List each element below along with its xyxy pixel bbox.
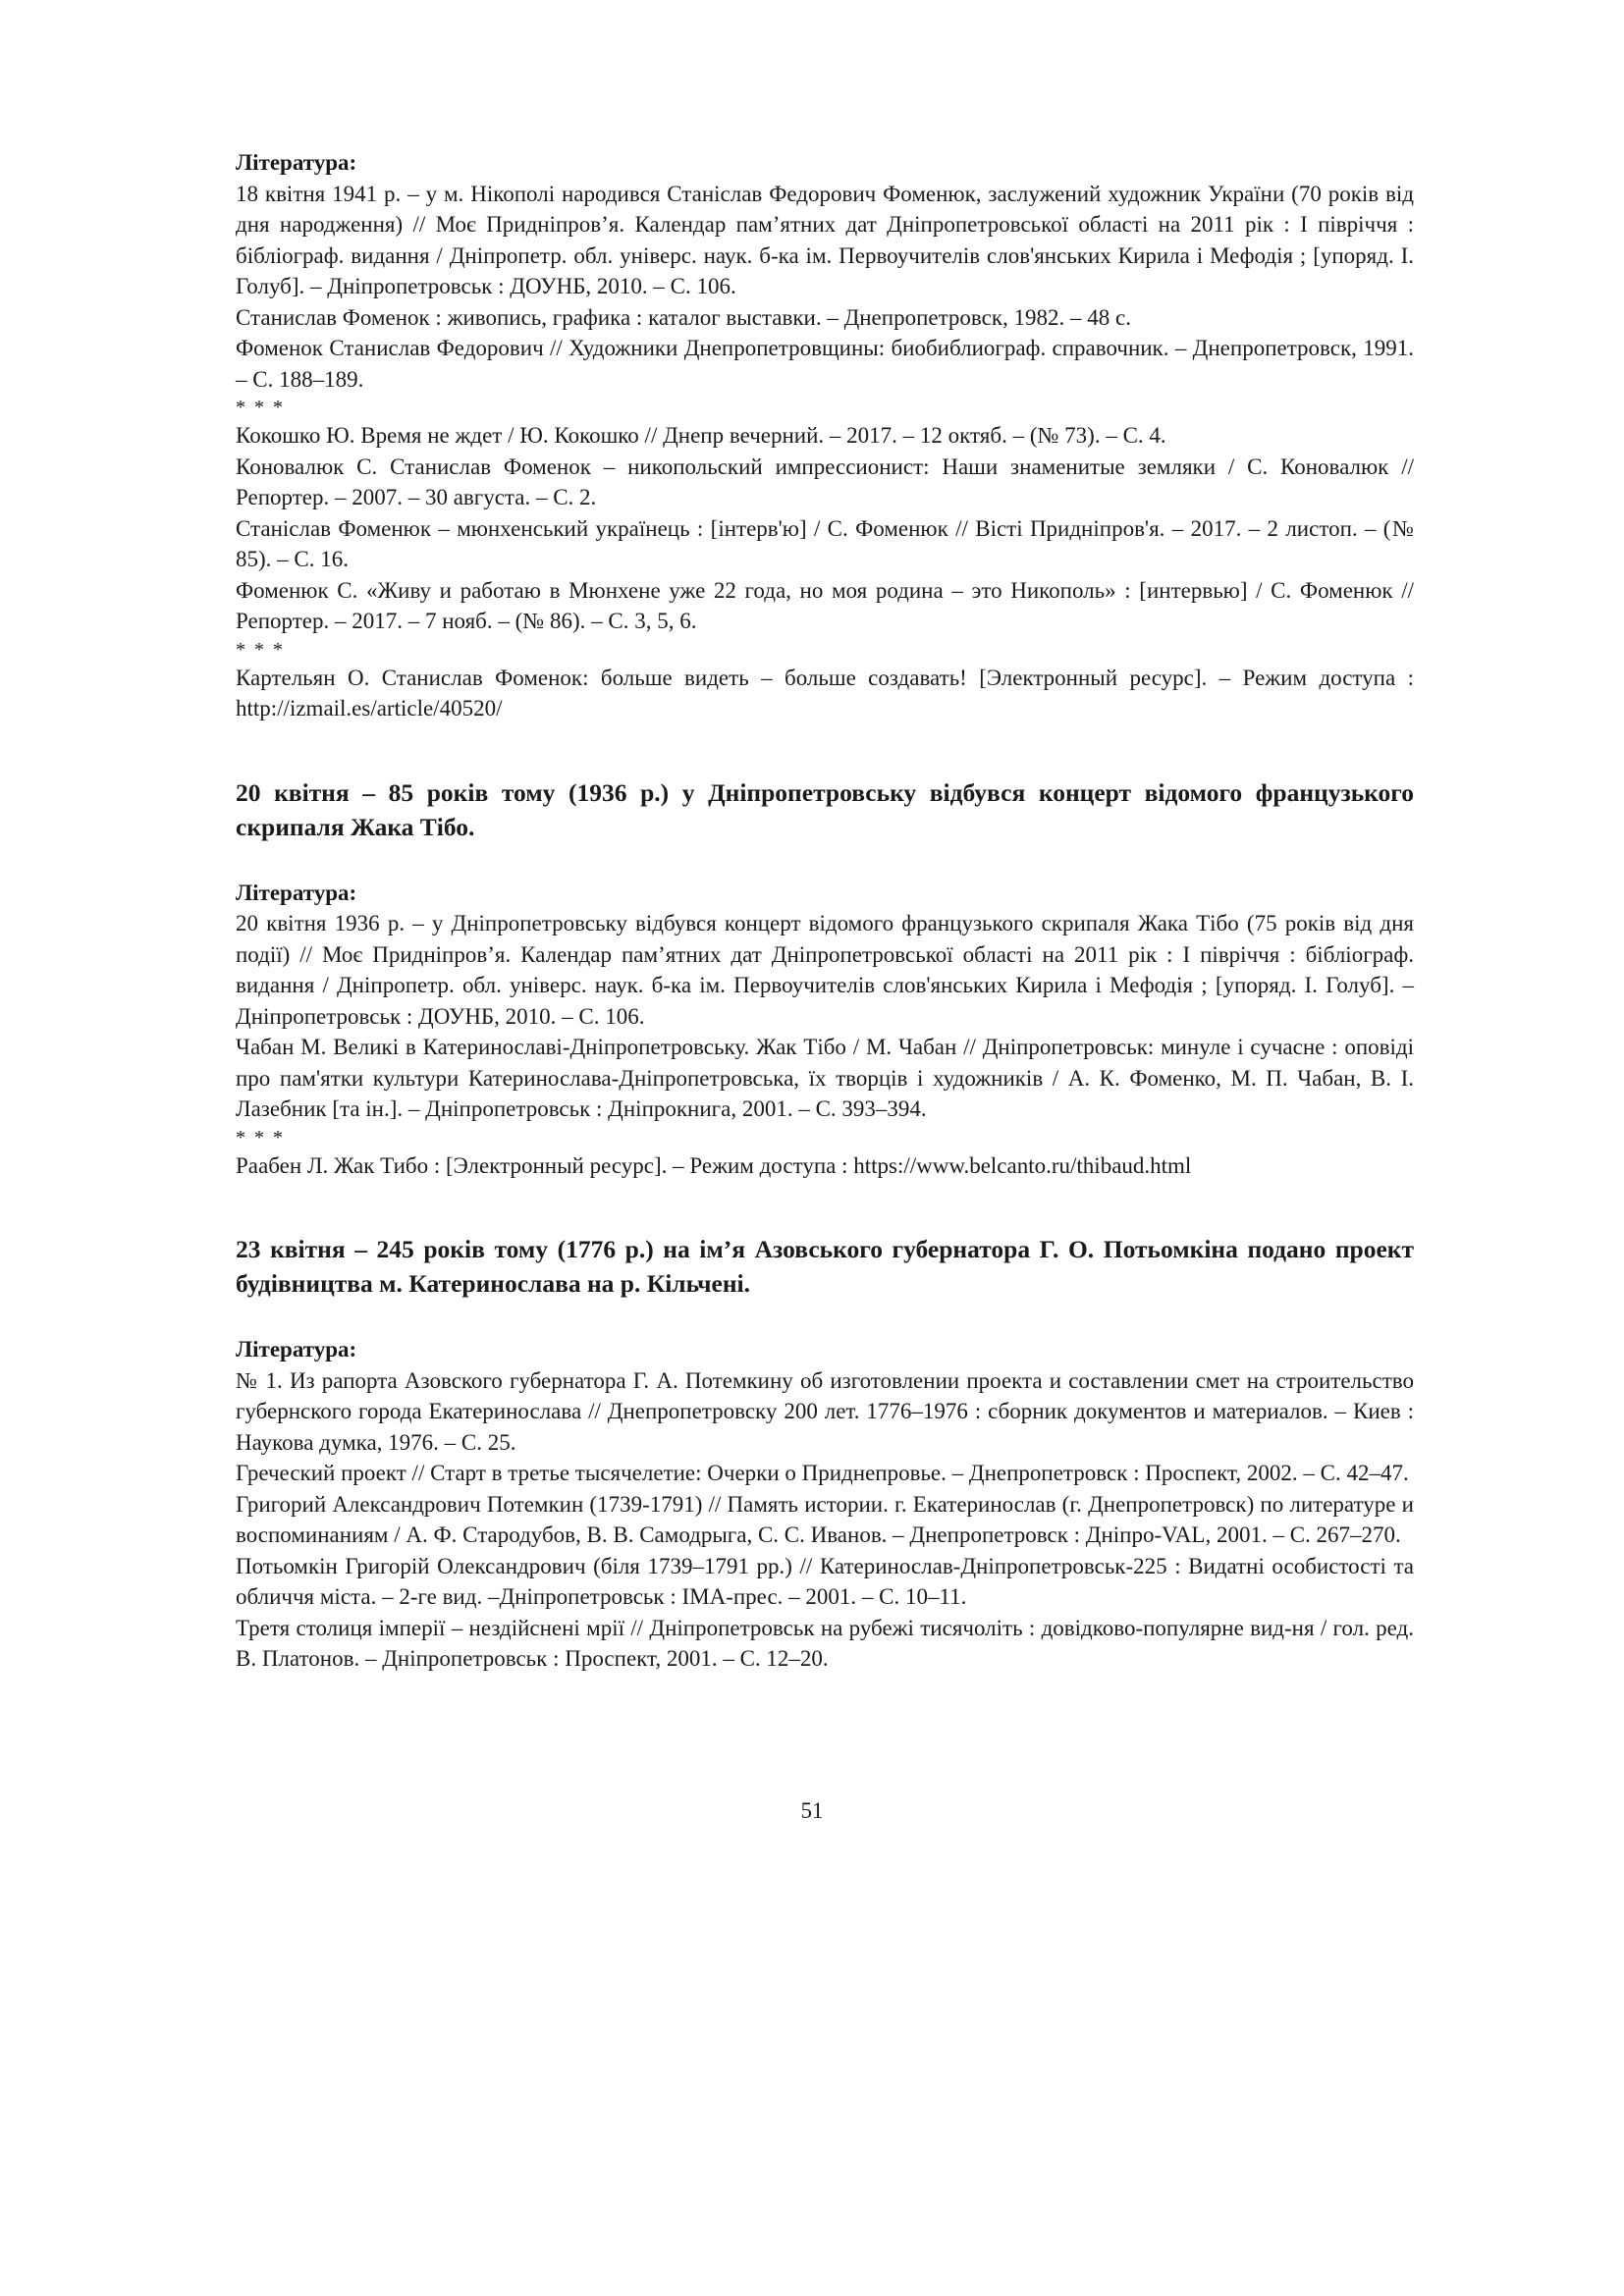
bibliography-entry: Чабан М. Великі в Катеринославі-Дніпропетровську. Жак Тібо / М. Чабан // Дніпропетровськ: минуле і сучасне : оповіді про пам'ятки культури Катеринослава-Дніпропетровська, їх творців і художників / А. К. Фоменко, М. П. Чабан, В. І. Лазебник [та ін.]. – Дніпропетровськ : Дніпрокнига, 2001. – С. 393–394. xyxy=(236,1035,1414,1121)
bibliography-entry: Коновалюк С. Станислав Фоменок – никопольский импрессионист: Наши знаменитые земляки / С. Коновалюк // Репортер. – 2007. – 30 августа. – С. 2. xyxy=(236,454,1414,509)
bibliography-entry: Григорий Александрович Потемкин (1739-1791) // Память истории. г. Екатеринослав (г. Днепропетровск) по литературе и воспоминаниям / А. Ф. Стародубов, В. В. Самодрыга, С. С. Иванов. – Днепропетровск : Дніпро-VAL, 2001. – С. 267–270. xyxy=(236,1491,1414,1547)
bibliography-entry: Третя столиця імперії – нездійснені мрії // Дніпропетровськ на рубежі тисячоліть : довідково-популярне вид-ня / гол. ред. В. Платонов. – Дніпропетровськ : Проспект, 2001. – С. 12–20. xyxy=(236,1615,1414,1671)
bibliography-entry: Фоменюк С. «Живу и работаю в Мюнхене уже 22 года, но моя родина – это Никополь» : [интервью] / С. Фоменюк // Репортер. – 2017. – 7 нояб. – (№ 86). – С. 3, 5, 6. xyxy=(236,577,1414,633)
bibliography-entry: Станислав Фоменок : живопись, графика : каталог выставки. – Днепропетровск, 1982. – 48 с. xyxy=(236,304,1131,330)
bibliography-entry: Греческий проект // Старт в третье тысячелетие: Очерки о Приднепровье. – Днепропетровск : Проспект, 2002. – С. 42–47. xyxy=(236,1461,1409,1485)
section-heading: 20 квітня – 85 років тому (1936 р.) у Дніпропетровську відбувся концерт відомого французького скрипаля Жака Тібо. xyxy=(236,777,1414,841)
section-heading: 23 квітня – 245 років тому (1776 р.) на ім’я Азовського губернатора Г. О. Потьомкіна подано проект будівництва м. Катеринослава на р. Кільчені. xyxy=(236,1235,1414,1298)
page-number: 51 xyxy=(800,1798,824,1823)
bibliography-entry: 20 квітня 1936 р. – у Дніпропетровську відбувся концерт відомого французького скрипаля Жака Тібо (75 років від дня події) // Моє Придніпров’я. Календар пам’ятних дат Дніпропетровської області на 2011 рік : І півріччя : бібліограф. видання / Дніпропетр. обл. універс. наук. б-ка ім. Первоучителів слов'янських Кирила і Мефодія ; [упоряд. І. Голуб]. – Дніпропетровськ : ДОУНБ, 2010. – С. 106. xyxy=(236,911,1414,1029)
bibliography-entry: Фоменок Станислав Федорович // Художники Днепропетровщины: биобиблиограф. справочник. – Днепропетровск, 1991. – С. 188–189. xyxy=(236,336,1414,392)
bibliography-entry: Кокошко Ю. Время не ждет / Ю. Кокошко // Днепр вечерний. – 2017. – 12 октяб. – (№ 73). – С. 4. xyxy=(236,423,1166,448)
bibliography-entry: 18 квітня 1941 р. – у м. Нікополі народився Станіслав Федорович Фоменюк, заслужений художник України (70 років від дня народження) // Моє Придніпров’я. Календар пам’ятних дат Дніпропетровської області на 2011 рік : І півріччя : бібліограф. видання / Дніпропетр. обл. універс. наук. б-ка ім. Первоучителів слов'янських Кирила і Мефодія ; [упоряд. І. Голуб]. – Дніпропетровськ : ДОУНБ, 2010. – С. 106. xyxy=(236,181,1414,298)
bibliography-entry: Потьомкін Григорій Олександрович (біля 1739–1791 рр.) // Катеринослав-Дніпропетровськ-225 : Видатні особистості та обличчя міста. – 2-ге вид. –Дніпропетровськ : ІМА-прес. – 2001. – С. 10–11. xyxy=(236,1553,1414,1609)
literature-label: Література: xyxy=(236,150,357,175)
bibliography-entry: Станіслав Фоменюк – мюнхенський українець : [інтерв'ю] / С. Фоменюк // Вісті Придніпров'я. – 2017. – 2 листоп. – (№ 85). – С. 16. xyxy=(236,515,1414,571)
literature-label: Література: xyxy=(236,1337,357,1362)
bibliography-entry: Раабен Л. Жак Тибо : [Электронный ресурс]. – Режим доступа : https://www.belcanto.ru/thibaud.html xyxy=(236,1152,1192,1178)
separator: * * * xyxy=(236,638,285,661)
separator: * * * xyxy=(236,1126,285,1148)
bibliography-entry: № 1. Из рапорта Азовского губернатора Г. А. Потемкину об изготовлении проекта и составлении смет на строительство губернского города Екатеринослава // Днепропетровску 200 лет. 1776–1976 : сборник документов и материалов. – Киев : Наукова думка, 1976. – С. 25. xyxy=(236,1367,1414,1455)
separator: * * * xyxy=(236,397,285,418)
literature-label: Література: xyxy=(236,880,357,905)
bibliography-entry: Картельян О. Станислав Фоменок: больше видеть – больше создавать! [Электронный ресурс]. – Режим доступа : http://izmail.es/article/40520/ xyxy=(236,665,1414,721)
document-page xyxy=(236,147,1414,1675)
